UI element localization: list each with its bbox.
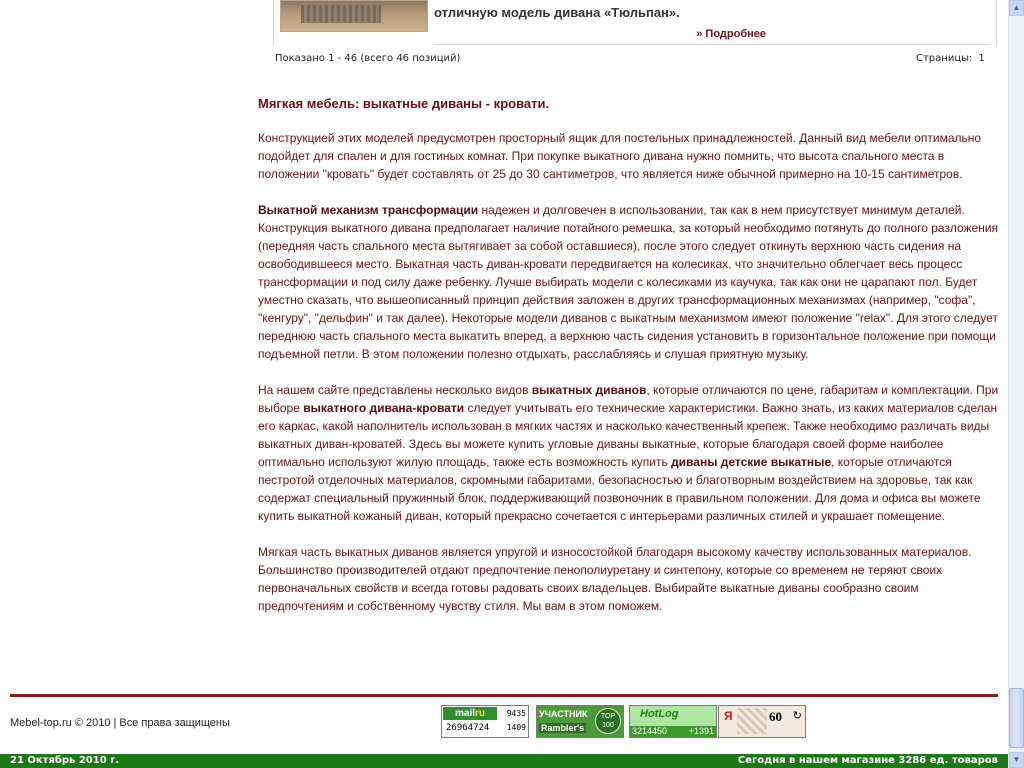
bold-phrase: выкатного дивана-кровати <box>303 401 465 415</box>
status-bar <box>0 754 1008 768</box>
hotlog-logo: HotLog <box>640 708 679 720</box>
mail-ru-bottom-value: 1409 <box>506 723 526 732</box>
hotlog-counter[interactable] <box>629 705 717 738</box>
article-paragraph-2 <box>258 201 1000 363</box>
page-number-current: 1 <box>978 53 985 64</box>
items-shown-text: Показано 1 - 46 (всего 46 позиций) <box>275 53 461 64</box>
footer-divider <box>10 694 998 697</box>
article-title: Мягкая мебель: выкатные диваны - кровати. <box>258 96 550 111</box>
paragraph-text: , которые отличаются по цене, габаритам и комплектации. При выборе <box>258 383 999 415</box>
bold-phrase: выкатных диванов <box>531 383 647 397</box>
site-link[interactable]: Mebel-top.ru <box>10 717 72 729</box>
top100-badge: TOP 100 <box>595 708 621 734</box>
product-description: отличную модель дивана «Тюльпан». <box>434 5 680 20</box>
scrollbar-thumb[interactable] <box>1009 688 1024 748</box>
hotlog-total: 3214450 <box>632 726 668 736</box>
mail-ru-counter[interactable] <box>441 705 529 738</box>
rambler-top100-counter[interactable] <box>536 705 624 738</box>
rambler-name: Rambler's <box>541 723 585 733</box>
mail-ru-total: 26964724 <box>446 723 490 733</box>
scroll-down-arrow-icon[interactable]: ▼ <box>1009 752 1024 768</box>
status-goods-count: Сегодня в нашем магазине 3286 ед. товаров <box>737 755 998 766</box>
vertical-scrollbar[interactable] <box>1008 0 1024 768</box>
status-date: 21 Октябрь 2010 г. <box>10 755 120 766</box>
paragraph-text: следует учитывать его технические характеристики. Важно знать, из каких материалов сделан его каркас, какой наполнитель использован в мягких частях и насколько качественный крепеж. Также необходимо различать виды выкатных диван-кроватей. Здесь вы можете купить угловые диваны выкатные, которые благодаря своей форме наиболее оптимально используют жилую площадь, также есть возможность купить <box>258 401 998 469</box>
copyright-text: © 2010 | Все права защищены <box>71 717 230 729</box>
copyright <box>10 717 230 729</box>
mail-ru-logo: mailru <box>443 707 497 720</box>
mail-ru-top-value: 9435 <box>506 709 526 718</box>
bold-phrase: диваны детские выкатные <box>671 455 832 469</box>
paragraph-text: , которые отличаются пестротой отделочных материалов, скромными габаритами, безопасностью и благотворным воздействием на здоровье, так как содержат специальный пружинный блок, поддерживающий позвоночник в правильном положении. Для дома и офиса вы можете купить выкатной кожаный диван, который прекрасно сочетается с интерьерами различных стилей и украшает помещение. <box>258 455 981 523</box>
hotlog-today: +1391 <box>688 726 714 736</box>
product-card <box>273 0 997 46</box>
yandex-logo: Я <box>724 709 733 723</box>
article-paragraph-4: Мягкая часть выкатных диванов является упругой и износостойкой благодаря высокому качеству использованных материалов. Большинство производителей отдают предпочтение пенополиуретану и синтепону, которые со временем не теряют своих первоначальных свойств и всегда готовы радовать своих владельцев. Выбирайте выкатные диваны сообразно своим предпочтениям и собственному чувству стиля. Мы вам в этом поможем. <box>258 545 972 613</box>
yandex-counter[interactable] <box>718 705 806 738</box>
yandex-value: 60 <box>769 709 782 724</box>
rambler-participant: УЧАСТНИК <box>539 709 588 719</box>
yandex-pattern <box>737 708 767 734</box>
refresh-icon: ↻ <box>792 710 802 722</box>
paragraph-text: На нашем сайте представлены несколько видов <box>258 383 532 397</box>
paragraph-text: надежен и долговечен в использовании, так как в нем присутствует минимум деталей. Конструкция выкатного дивана предполагает наличие потайного ремешка, за который необходимо потянуть до полного разложения (передняя часть спального места вытягивает за собой оставшиеся), после этого следует откинуть верхнюю часть сидения на освободившееся место. Выкатная часть диван-кровати передвигается на колесиках, что значительно облегчает весь процесс трансформации и под силу даже ребенку. Лучше выбирать модели с колесиками из каучука, так как они не царапают пол. Будет уместно сказать, что вышеописанный принцип действия заложен в других трансформационных механизмах (например, "софа", "кенгуру", "дельфин" и так далее). Некоторые модели диванов с выкатным механизмом имеют положение "relax". Для этого следует переднюю часть спального места выкатить вперед, а верхнюю часть сидения установить в горизонтальное положение при помощи подъемной петли. В этом положении полезно отдыхать, расслабляясь и слушая приятную музыку. <box>258 203 999 361</box>
article <box>258 96 1000 633</box>
scroll-up-arrow-icon[interactable]: ▲ <box>1009 0 1024 16</box>
bold-phrase: Выкатной механизм трансформации <box>258 203 479 217</box>
pages-label: Страницы: <box>916 53 973 64</box>
article-paragraph-1: Конструкцией этих моделей предусмотрен просторный ящик для постельных принадлежностей. Данный вид мебели оптимально подойдет для спален и для гостиных комнат. При покупке выкатного дивана нужно помнить, что высота спального места в положении "кровать" будет составлять от 25 до 30 сантиметров, что является ниже обычной примерно на 10-15 сантиметров. <box>258 131 982 181</box>
product-image[interactable] <box>280 0 428 32</box>
more-link[interactable]: » Подробнее <box>696 28 766 40</box>
card-divider <box>434 44 990 45</box>
pagination <box>916 53 985 64</box>
article-paragraph-3 <box>258 381 1000 525</box>
